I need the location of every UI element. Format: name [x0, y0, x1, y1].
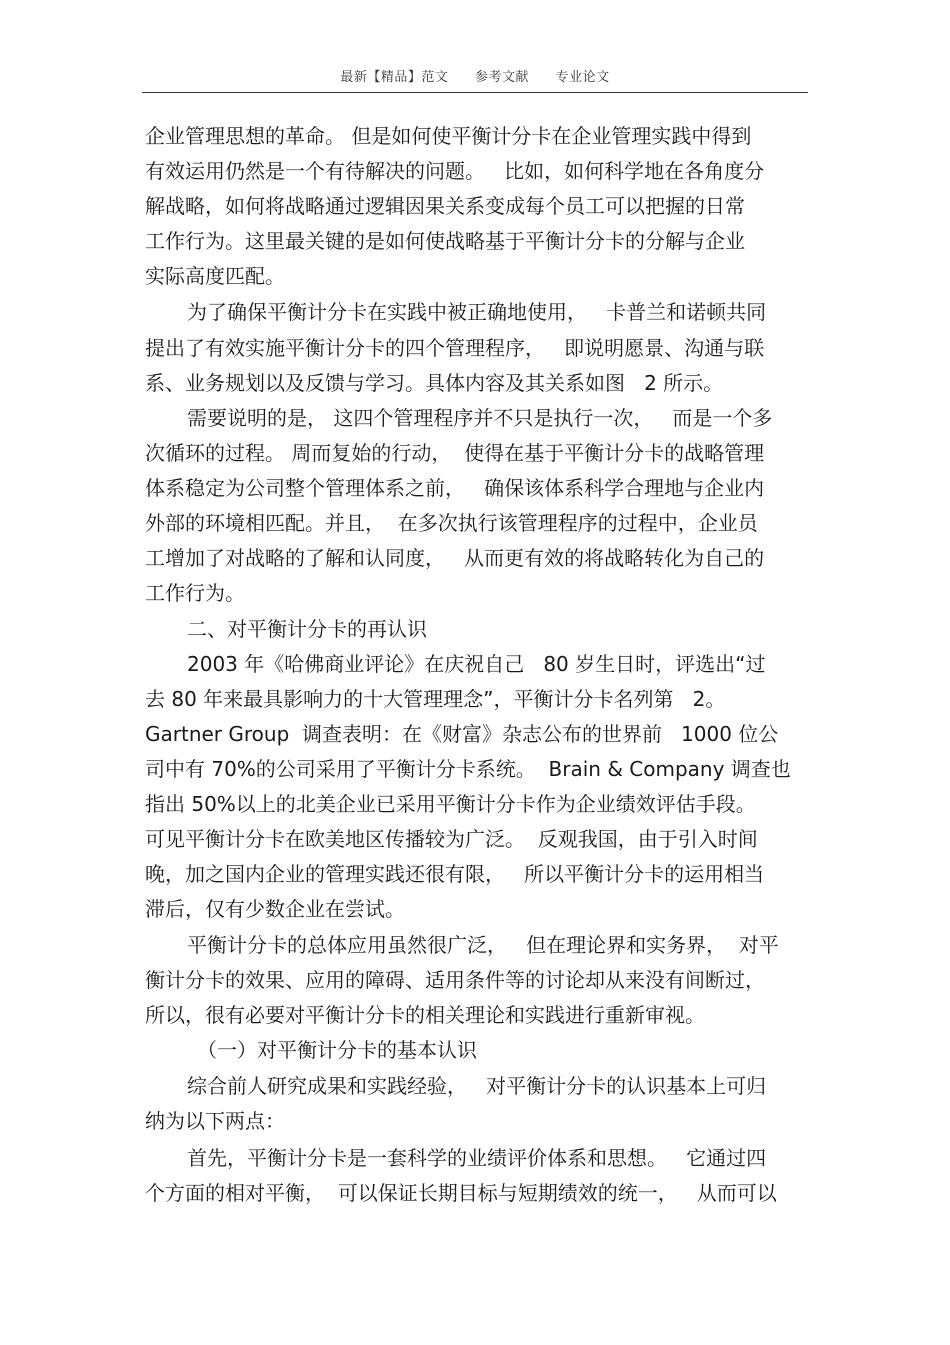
- text-line: 次循环的过程。 周而复始的行动， 使得在基于平衡计分卡的战略管理: [145, 441, 765, 465]
- text-line: 工作行为。: [145, 581, 245, 605]
- paragraph-start: 综合前人研究成果和实践经验， 对平衡计分卡的认识基本上可归: [187, 1074, 767, 1098]
- text-line: 个方面的相对平衡， 可以保证长期目标与短期绩效的统一， 从而可以: [145, 1181, 777, 1205]
- subsection-heading: （一）对平衡计分卡的基本认识: [197, 1038, 477, 1062]
- text-line: 解战略，如何将战略通过逻辑因果关系变成每个员工可以把握的日常: [145, 194, 745, 218]
- text-line: 实际高度匹配。: [145, 264, 285, 288]
- header-item-fanwen: 最新【精品】范文: [340, 70, 449, 85]
- text-line: Gartner Group 调查表明：在《财富》杂志公布的世界前 1000 位公: [145, 722, 779, 746]
- text-line: 企业管理思想的革命。 但是如何使平衡计分卡在企业管理实践中得到: [145, 124, 752, 148]
- text-line: 纳为以下两点：: [145, 1109, 285, 1133]
- text-line: 系、业务规划以及反馈与学习。具体内容及其关系如图 2 所示。: [145, 371, 724, 395]
- section-heading: 二、对平衡计分卡的再认识: [187, 617, 427, 641]
- paragraph-start: 首先，平衡计分卡是一套科学的业绩评价体系和思想。 它通过四: [187, 1146, 767, 1170]
- text-line: 滞后，仅有少数企业在尝试。: [145, 897, 405, 921]
- text-line: 工作行为。这里最关键的是如何使战略基于平衡计分卡的分解与企业: [145, 229, 745, 253]
- text-line: 司中有 70%的公司采用了平衡计分卡系统。 Brain & Company 调查也: [145, 757, 791, 781]
- paragraph-start: 2003 年《哈佛商业评论》在庆祝自己 80 岁生日时，评选出“过: [187, 652, 766, 676]
- header-item-papers: 专业论文: [555, 70, 610, 85]
- text-line: 体系稳定为公司整个管理体系之前， 确保该体系科学合理地与企业内: [145, 476, 765, 500]
- text-line: 提出了有效实施平衡计分卡的四个管理程序， 即说明愿景、沟通与联: [145, 336, 765, 360]
- text-line: 可见平衡计分卡在欧美地区传播较为广泛。 反观我国，由于引入时间: [145, 827, 758, 851]
- paragraph-start: 需要说明的是， 这四个管理程序并不只是执行一次， 而是一个多: [187, 406, 773, 430]
- page-header: [142, 66, 808, 85]
- paragraph-start: 为了确保平衡计分卡在实践中被正确地使用， 卡普兰和诺顿共同: [187, 300, 767, 324]
- text-line: 外部的环境相匹配。并且， 在多次执行该管理程序的过程中，企业员: [145, 511, 758, 535]
- text-line: 晚，加之国内企业的管理实践还很有限， 所以平衡计分卡的运用相当: [145, 862, 765, 886]
- text-line: 指出 50%以上的北美企业已采用平衡计分卡作为企业绩效评估手段。: [145, 792, 756, 816]
- text-line: 工增加了对战略的了解和认同度， 从而更有效的将战略转化为自己的: [145, 546, 765, 570]
- header-item-references: 参考文献: [474, 70, 529, 85]
- text-line: 去 80 年来最具影响力的十大管理理念”，平衡计分卡名列第 2。: [145, 687, 726, 711]
- text-line: 有效运用仍然是一个有待解决的问题。 比如，如何科学地在各角度分: [145, 159, 765, 183]
- header-divider: [142, 92, 808, 93]
- text-line: 衡计分卡的效果、应用的障碍、适用条件等的讨论却从来没有间断过，: [145, 968, 765, 992]
- text-line: 所以，很有必要对平衡计分卡的相关理论和实践进行重新审视。: [145, 1003, 705, 1027]
- paragraph-start: 平衡计分卡的总体应用虽然很广泛， 但在理论界和实务界， 对平: [187, 933, 779, 957]
